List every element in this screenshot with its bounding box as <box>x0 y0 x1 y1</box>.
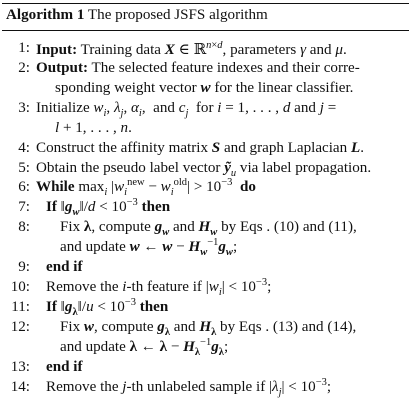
algo-line-6: 6: While $\max_i |w_i^{new} - w_i^{old}| > 10^{-3}$ do <box>36 179 256 196</box>
algo-line-2-cont: sponding weight vector w for the linear classifier. <box>55 80 354 96</box>
algo-line-8: 8: Fix λ, compute $g_w$ and $H_w$ by Eqs . (10) and (11), <box>60 219 357 236</box>
algorithm-box <box>2 3 409 406</box>
algo-line-13 <box>10 359 83 376</box>
output-keyword: Output: <box>36 60 89 76</box>
line-number: 9: <box>18 259 30 275</box>
input-keyword: Input: <box>36 42 78 58</box>
line-number: 14: <box>10 379 30 395</box>
line-number: 7: <box>18 199 30 215</box>
line-number: 5: <box>18 160 30 176</box>
line-number: 6: <box>18 179 30 195</box>
then-keyword: then <box>139 299 169 315</box>
algo-line-9 <box>18 259 83 276</box>
if-keyword: If <box>46 199 57 215</box>
caption-text: The proposed JSFS algorithm <box>87 7 268 23</box>
output-text: The selected feature indexes and their corre- <box>91 60 360 76</box>
algo-line-3-cont: l + 1, . . . , n. <box>55 120 132 136</box>
algo-line-12-cont: and update λ ← $\lambda - H_\lambda^{-1}g_\lambda$; <box>60 336 229 359</box>
algo-line-7: 7: If $‖g_w‖/d < 10^{-3}$ then <box>46 199 170 216</box>
line-number: 11: <box>11 299 30 315</box>
line-number: 13: <box>10 359 30 375</box>
algo-line-14: 14: Remove the j-th unlabeled sample if $|\lambda_j| < 10^{-3}$; <box>46 379 331 396</box>
algo-line-5: 5: Obtain the pseudo label vector ỹ$_u$ via label propagation. <box>36 160 371 177</box>
top-rule <box>2 3 409 4</box>
if-keyword: If <box>46 299 57 315</box>
algo-line-3: 3: Initialize $w_i$, $\lambda_j$, $\alpha_i$, and $c_j$ for i = 1, . . . , d and j = <box>36 100 336 117</box>
end-if-keyword: end if <box>46 359 83 375</box>
algo-line-4: 4: Construct the affinity matrix S and graph Laplacian L. <box>36 140 364 157</box>
then-keyword: then <box>141 199 171 215</box>
line-number: 10: <box>10 279 30 295</box>
line-number: 3: <box>18 100 30 116</box>
line-number: 1: <box>18 40 30 56</box>
algo-line-12: 12: Fix w, compute $g_\lambda$ and $H_\lambda$ by Eqs . (13) and (14), <box>60 319 356 336</box>
line-number: 12: <box>10 319 30 335</box>
line-number: 2: <box>18 60 30 76</box>
line-number: 4: <box>18 140 30 156</box>
caption-rule <box>2 30 409 31</box>
end-if-keyword: end if <box>46 259 83 275</box>
algo-line-2 <box>18 60 360 77</box>
do-keyword: do <box>239 179 256 195</box>
algorithm-caption <box>6 7 268 24</box>
while-keyword: While <box>36 179 75 195</box>
caption-label: Algorithm 1 <box>6 7 85 23</box>
algo-line-11: 11: If $‖g_\lambda‖/u < 10^{-3}$ then <box>46 299 168 316</box>
algo-line-10: 10: Remove the i-th feature if $|w_i| < 10^{-3}$; <box>46 279 271 296</box>
algo-line-1: 1: Input: Training data X ∈ ℝ$^{n\times d}$, parameters γ and μ. <box>36 40 347 59</box>
algo-line-8-cont: and update w ← $w - H_w^{-1}g_w$; <box>60 236 238 259</box>
line-number: 8: <box>18 219 30 235</box>
